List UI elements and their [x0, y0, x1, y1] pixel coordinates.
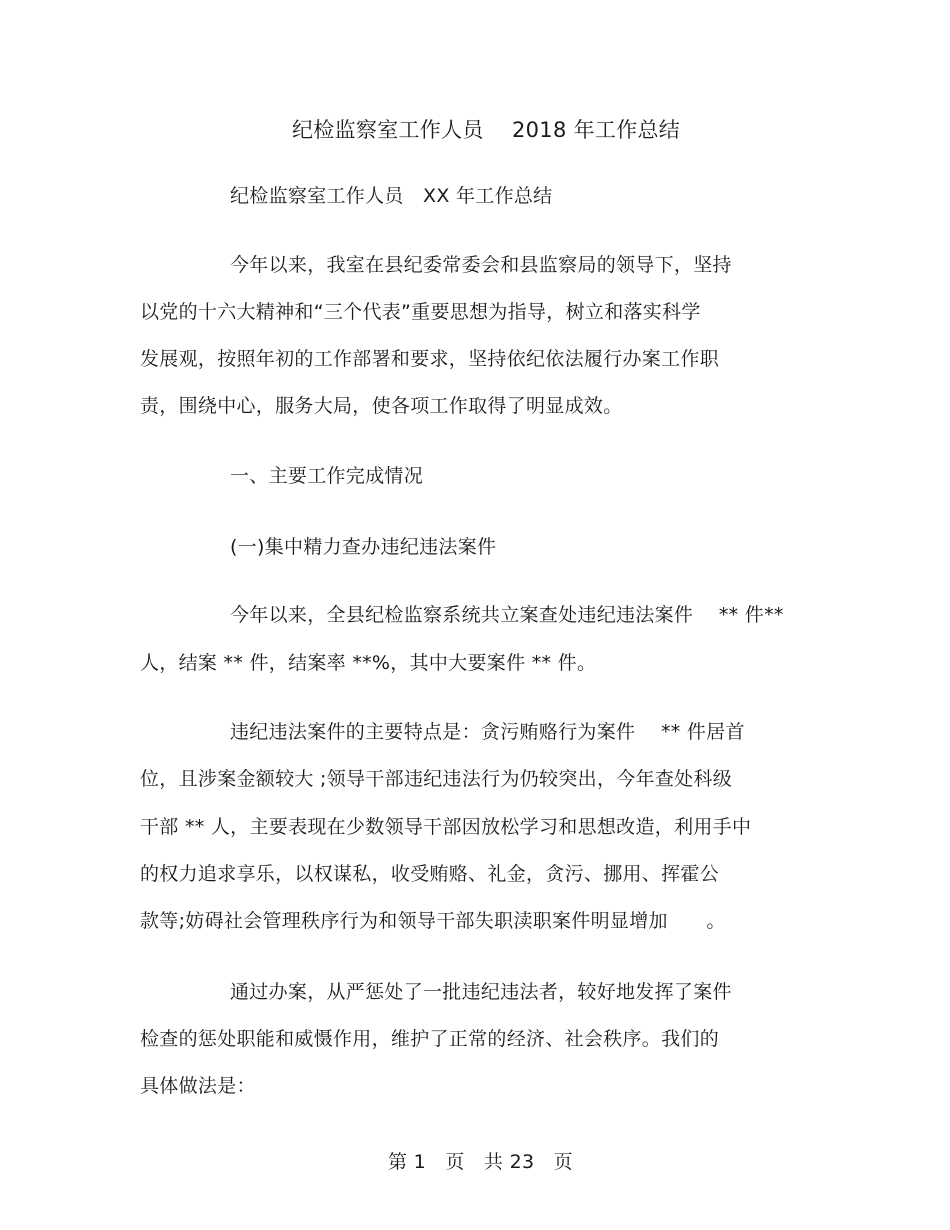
paragraph-line: 的权力追求享乐，以权谋私，收受贿赂、礼金，贪污、挪用、挥霍公: [140, 863, 720, 885]
paragraph-line: 违纪违法案件的主要特点是：贪污贿赂行为案件 ** 件居首: [230, 721, 745, 743]
paragraph-line: 检查的惩处职能和威慑作用，维护了正常的经济、社会秩序。我们的: [140, 1028, 720, 1050]
paragraph-line: 人，结案 ** 件，结案率 **%，其中大要案件 ** 件。: [140, 652, 597, 674]
paragraph-line: 以党的十六大精神和“三个代表”重要思想为指导，树立和落实科学: [140, 301, 701, 323]
page-number-footer: 第 1 页 共 23 页: [388, 1151, 573, 1173]
paragraph-line: 具体做法是：: [140, 1075, 256, 1097]
section-heading: 一、主要工作完成情况: [230, 465, 424, 487]
paragraph-line: 发展观，按照年初的工作部署和要求，坚持依纪依法履行办案工作职: [140, 348, 720, 370]
paragraph-line: 责，围绕中心，服务大局，使各项工作取得了明显成效。: [140, 395, 623, 417]
document-title: 纪检监察室工作人员 2018 年工作总结: [292, 118, 681, 142]
paragraph-line: 今年以来，全县纪检监察系统共立案查处违纪违法案件 ** 件**: [230, 604, 784, 626]
subsection-heading: (一)集中精力查办违纪违法案件: [230, 536, 497, 558]
paragraph-line: 干部 ** 人，主要表现在少数领导干部因放松学习和思想改造，利用手中: [140, 816, 752, 838]
paragraph-line: 通过办案，从严惩处了一批违纪违法者，较好地发挥了案件: [230, 981, 732, 1003]
document-subtitle: 纪检监察室工作人员 XX 年工作总结: [230, 185, 553, 207]
paragraph-line: 款等;妨碍社会管理秩序行为和领导干部失职渎职案件明显增加 。: [140, 910, 726, 932]
paragraph-line: 今年以来，我室在县纪委常委会和县监察局的领导下，坚持: [230, 254, 732, 276]
paragraph-line: 位，且涉案金额较大 ;领导干部违纪违法行为仍较突出，今年查处科级: [140, 768, 733, 790]
